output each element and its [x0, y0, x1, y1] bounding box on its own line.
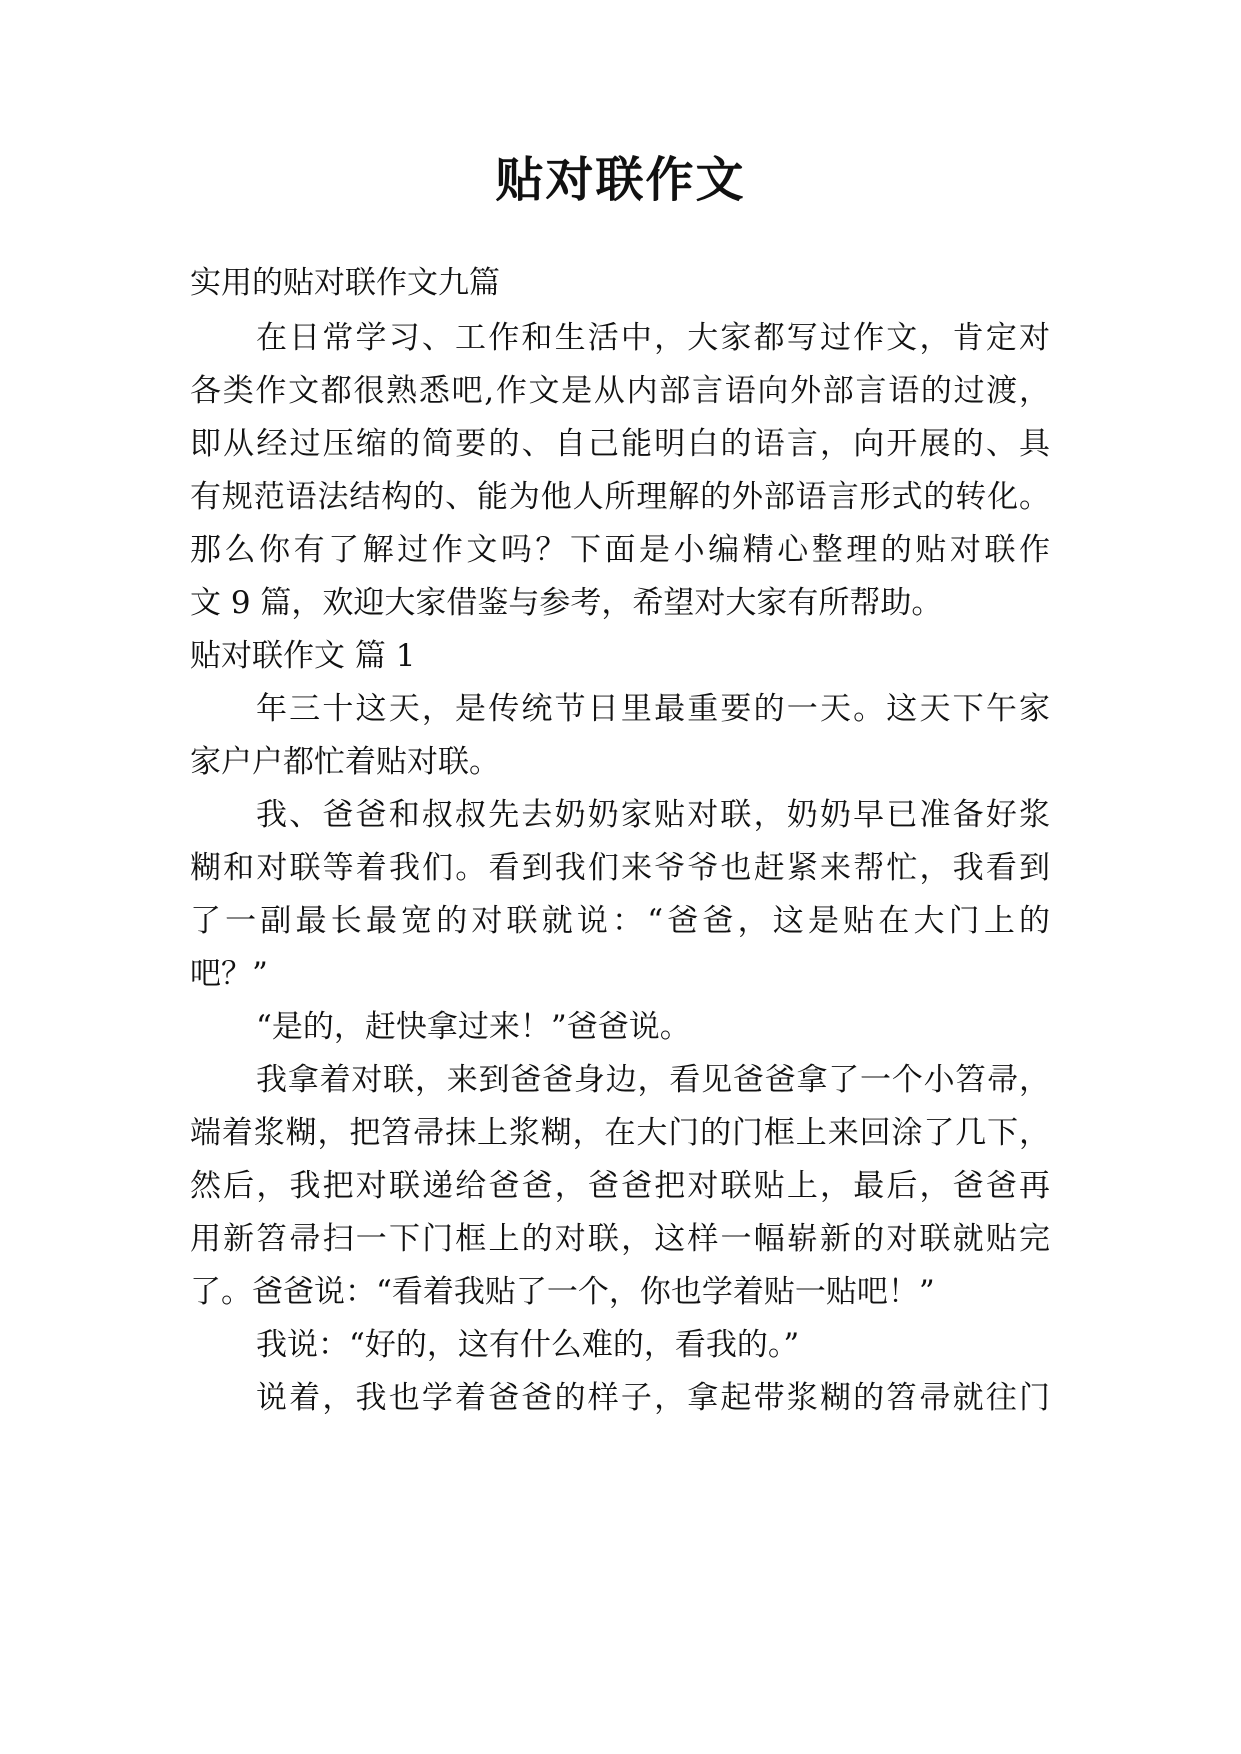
body-line: 我说：“好的，这有什么难的，看我的。” [256, 1327, 800, 1363]
body-line: 各类作文都很熟悉吧,作文是从内部言语向外部言语的过渡， [190, 373, 1050, 409]
subtitle-line: 实用的贴对联作文九篇 [190, 265, 500, 301]
body-line: 家户户都忙着贴对联。 [190, 744, 500, 780]
body-line: 在日常学习、工作和生活中，大家都写过作文，肯定对 [256, 320, 1050, 356]
document-title: 贴对联作文 [495, 152, 746, 208]
body-line: 说着，我也学着爸爸的样子，拿起带浆糊的笤帚就往门 [256, 1380, 1050, 1416]
body-line: 即从经过压缩的简要的、自己能明白的语言，向开展的、具 [190, 426, 1050, 462]
section-heading: 贴对联作文 篇 1 [190, 638, 416, 674]
body-line: 吧？” [190, 956, 268, 992]
body-line: 用新笤帚扫一下门框上的对联，这样一幅崭新的对联就贴完 [190, 1221, 1050, 1257]
body-line: 端着浆糊，把笤帚抹上浆糊，在大门的门框上来回涂了几下， [190, 1115, 1050, 1151]
body-line: 了一副最长最宽的对联就说：“爸爸，这是贴在大门上的 [190, 903, 1050, 939]
body-line: 糊和对联等着我们。看到我们来爷爷也赶紧来帮忙，我看到 [190, 850, 1050, 886]
body-line: “是的，赶快拿过来！”爸爸说。 [256, 1009, 691, 1045]
body-line: 有规范语法结构的、能为他人所理解的外部语言形式的转化。 [190, 479, 1050, 515]
body-line: 那么你有了解过作文吗？下面是小编精心整理的贴对联作 [190, 532, 1050, 568]
body-line: 年三十这天，是传统节日里最重要的一天。这天下午家 [256, 691, 1050, 727]
body-line: 文 9 篇，欢迎大家借鉴与参考，希望对大家有所帮助。 [190, 585, 943, 621]
body-line: 我拿着对联，来到爸爸身边，看见爸爸拿了一个小笤帚， [256, 1062, 1050, 1098]
body-line: 我、爸爸和叔叔先去奶奶家贴对联，奶奶早已准备好浆 [256, 797, 1050, 833]
body-line: 了。爸爸说：“看着我贴了一个，你也学着贴一贴吧！” [190, 1274, 935, 1310]
body-line: 然后，我把对联递给爸爸，爸爸把对联贴上，最后，爸爸再 [190, 1168, 1050, 1204]
